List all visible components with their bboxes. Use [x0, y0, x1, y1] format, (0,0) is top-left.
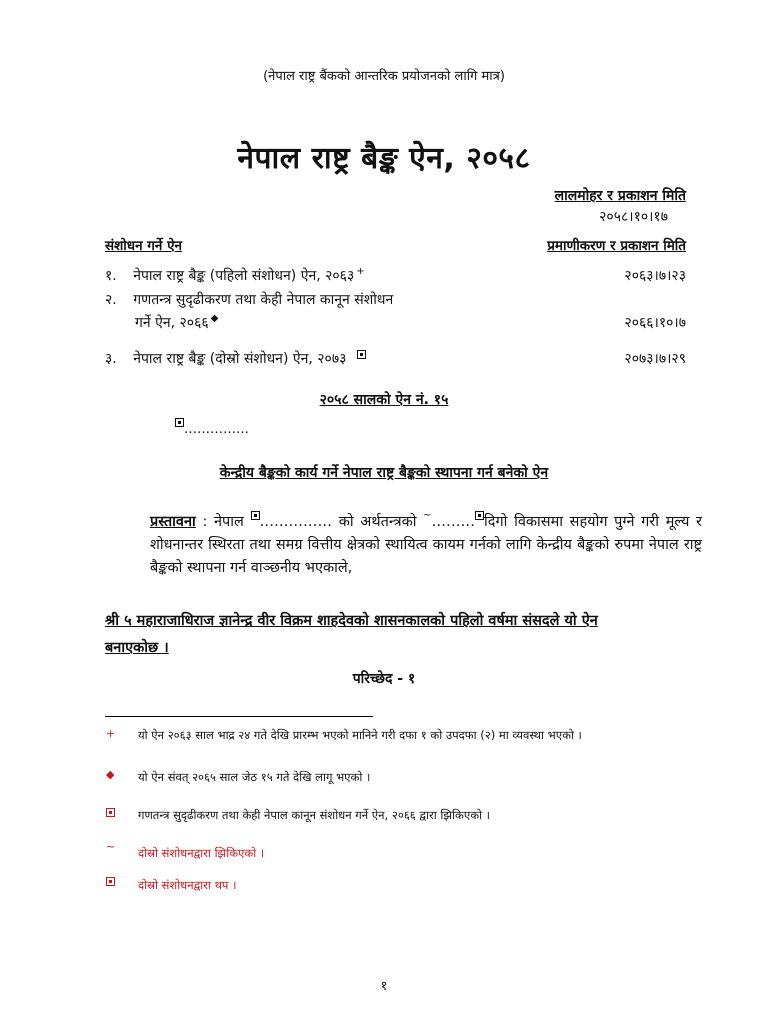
tilde-marker-icon: ~: [423, 510, 432, 521]
preamble-text: को अर्थतन्त्रको: [332, 514, 424, 530]
footnote-3: गणतन्त्र सुदृढीकरण तथा केही नेपाल कानून संशोधन गर्ने ऐन, २०६६ द्वारा झिकिएको ।: [138, 808, 491, 822]
preamble-dots: ……………: [259, 514, 333, 530]
preamble-paragraph: [150, 504, 702, 580]
amendment-row-2: [105, 290, 393, 309]
footnote-4: दोस्रो संशोधनद्वारा झिकिएको ।: [138, 846, 265, 860]
footnote-divider: [105, 716, 373, 717]
amendment-header-left: संशोधन गर्ने ऐन: [105, 238, 183, 254]
boxed-marker-icon: [475, 511, 484, 520]
amendment-text: गणतन्त्र सुदृढीकरण तथा केही नेपाल कानून संशोधन: [133, 292, 394, 308]
plus-marker-icon: +: [356, 266, 365, 278]
long-title: केन्द्रीय बैङ्कको कार्य गर्ने नेपाल राष्ट्र बैङ्कको स्थापना गर्न बनेको ऐन: [219, 465, 549, 481]
boxed-marker-icon: [175, 418, 184, 427]
plus-marker-icon: +: [106, 727, 116, 740]
enactment-line: श्री ५ महाराजाधिराज ज्ञानेन्द्र वीर विक्रम शाहदेवको शासनकालको पहिलो वर्षमा संसदले यो ऐन: [105, 613, 598, 629]
amendment-number: २.: [105, 292, 117, 308]
amendment-text: नेपाल राष्ट्र बैङ्क (पहिलो संशोधन) ऐन, २०६३: [133, 268, 355, 284]
preamble-text: दिगो विकासमा सहयोग पुग्ने गरी मूल्य र शोधनान्तर स्थिरता तथा समग्र वित्तीय क्षेत्रको स्थायित्व कायम गर्नको लागि केन्द्रीय बैङ्कको रुपमा नेपाल राष्ट्र बैङ्कको स्थापना गर्न वाञ्छनीय भएकाले,: [150, 514, 702, 576]
ellipsis-dots: ……………: [184, 422, 249, 437]
footnote-2: यो ऐन संवत् २०६५ साल जेठ १५ गते देखि लागू भएको ।: [138, 770, 371, 784]
enactment-clause: [105, 608, 703, 662]
tilde-marker-icon: ~: [106, 840, 116, 853]
seal-date-label: लालमोहर र प्रकाशन मिति: [554, 188, 686, 204]
amendment-header-right: प्रमाणीकरण र प्रकाशन मिति: [547, 238, 686, 254]
enactment-line: बनाएकोछ ।: [105, 640, 169, 656]
amendment-text: नेपाल राष्ट्र बैङ्क (दोस्रो संशोधन) ऐन, २०७३: [133, 351, 347, 367]
act-number: २०५८ सालको ऐन नं. १५: [319, 392, 449, 408]
amendment-date-1: २०६३।७।२३: [624, 268, 686, 284]
preamble-label: प्रस्तावना: [150, 514, 196, 530]
amendment-date-2: २०६६।१०।७: [624, 315, 686, 331]
page-number: १: [380, 979, 388, 994]
amendment-text-continued: गर्ने ऐन, २०६६: [135, 315, 209, 331]
amendment-number: ३.: [105, 351, 117, 367]
chapter-heading: परिच्छेद - १: [352, 671, 416, 687]
footnote-1: यो ऐन २०६३ साल भाद्र २४ गते देखि प्रारम्भ भएको मानिने गरी दफा १ को उपदफा (२) मा व्यवस्था भएको ।: [138, 728, 582, 742]
preamble-text: : नेपाल: [195, 514, 251, 530]
amendment-row-1: [105, 266, 365, 285]
boxed-marker-icon: [106, 876, 115, 889]
deleted-text-line: [175, 418, 249, 437]
boxed-marker-icon: [251, 511, 260, 520]
preamble-dots: ………: [431, 514, 476, 530]
boxed-marker-icon: [106, 807, 115, 820]
footnote-5: दोस्रो संशोधनद्वारा थप ।: [138, 878, 237, 892]
seal-date: २०५८।१०।१७: [599, 209, 668, 225]
header-note: (नेपाल राष्ट्र बैंकको आन्तरिक प्रयोजनको लागि मात्र): [263, 69, 505, 84]
amendment-date-3: २०७३।७।२९: [624, 351, 686, 367]
amendment-row-2-cont: [135, 313, 218, 332]
amendment-row-3: [105, 349, 366, 368]
document-title: नेपाल राष्ट्र बैङ्क ऐन, २०५८: [237, 141, 531, 176]
amendment-number: १.: [105, 268, 117, 284]
boxed-marker-icon: [357, 350, 366, 359]
diamond-marker-icon: ◆: [210, 313, 219, 325]
diamond-marker-icon: ◆: [106, 768, 115, 781]
